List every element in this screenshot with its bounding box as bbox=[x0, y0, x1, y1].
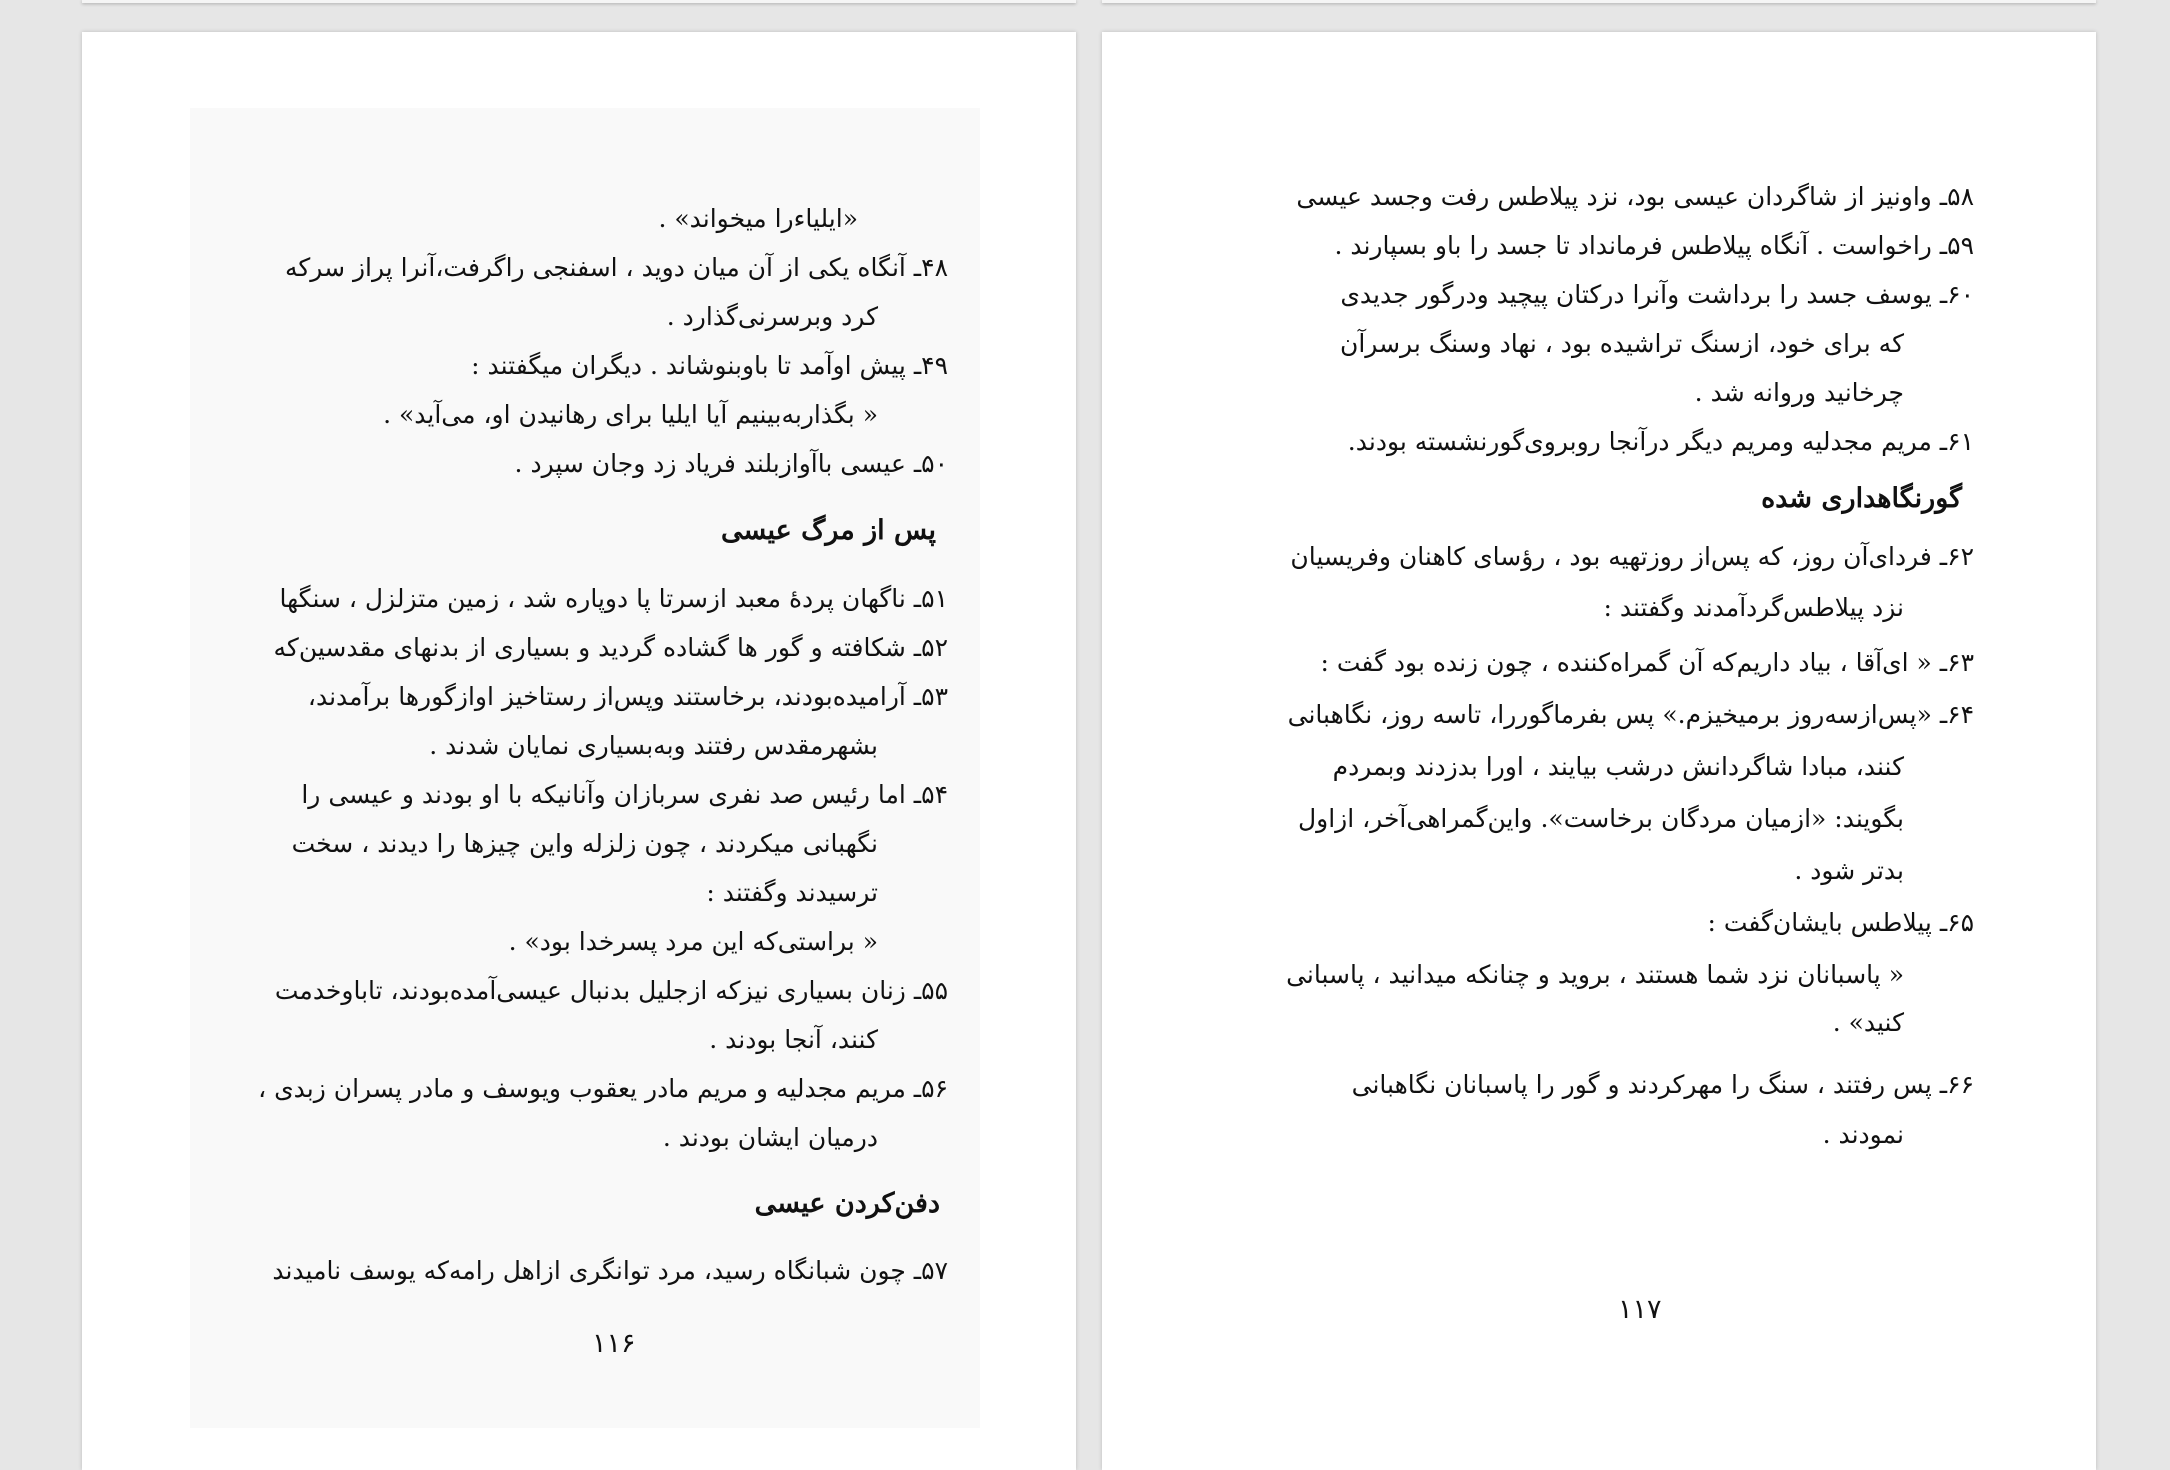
text-line: ۵۴ـ اما رئیس صد نفری سربازان وآنانیکه با او بودند و عیسی را bbox=[301, 780, 948, 809]
text-line: ۶۱ـ مریم مجدلیه ومریم دیگر درآنجا روبروی‌گورنشسته بودند. bbox=[1347, 427, 1974, 456]
text-line: ۴۹ـ پیش اوآمد تا باوبنوشاند . دیگران میگفتند : bbox=[471, 351, 948, 380]
text-line: ۶۲ـ فردای‌آن روز، که پس‌از روزتهیه بود ، رؤسای کاهنان وفریسیان bbox=[1290, 542, 1974, 571]
page-number: ۱۱۷ bbox=[1618, 1294, 1662, 1325]
text-line: ۵۱ـ ناگهان پردهٔ معبد ازسرتا پا دوپاره شد ، زمین متزلزل ، سنگها bbox=[279, 584, 948, 613]
text-line: ۶۰ـ یوسف جسد را برداشت وآنرا درکتان پیچید ودرگور جدیدی bbox=[1340, 280, 1974, 309]
text-line: ۵۰ـ عیسی باآوازبلند فریاد زد وجان سپرد . bbox=[514, 449, 948, 478]
text-line: ۶۳ـ « ای‌آقا ، بیاد داریم‌که آن گمراه‌کننده ، چون زنده بود گفت : bbox=[1320, 648, 1974, 677]
page-left[interactable] bbox=[82, 32, 1076, 1470]
page-right[interactable] bbox=[1102, 32, 2096, 1470]
right-page-text bbox=[1144, 172, 1974, 1272]
text-line: چرخانید وروانه شد . bbox=[1694, 378, 1904, 407]
previous-page-edge-left bbox=[82, 0, 1076, 3]
section-heading: دفن‌کردن عیسی bbox=[754, 1188, 940, 1219]
text-line: « بگذاربه‌بینیم آیا ایلیا برای رهانیدن او، می‌آید» . bbox=[383, 400, 878, 429]
text-line: ۵۲ـ شکافته و گور ها گشاده گردید و بسیاری از بدنهای مقدسین‌که bbox=[273, 633, 948, 662]
text-line: « پاسبانان نزد شما هستند ، بروید و چنانکه میدانید ، پاسبانی bbox=[1286, 960, 1904, 989]
left-page-text bbox=[118, 194, 948, 1394]
text-line: بشهرمقدس رفتند وبه‌بسیاری نمایان شدند . bbox=[429, 731, 878, 760]
text-line: ۶۴ـ «پس‌ازسه‌روز برمیخیزم.» پس بفرماگوررا، تاسه روز، نگاهبانی bbox=[1287, 700, 1974, 729]
text-line: «ایلیاءرا میخواند» . bbox=[658, 204, 858, 233]
text-line: ۴۸ـ آنگاه یکی از آن میان دوید ، اسفنجی راگرفت،آنرا پراز سرکه bbox=[284, 253, 948, 282]
page-number: ۱۱۶ bbox=[592, 1328, 636, 1359]
text-line: ۵۵ـ زنان بسیاری نیزکه ازجلیل بدنبال عیسی‌آمده‌بودند، تاباوخدمت bbox=[274, 976, 948, 1005]
text-line: کنید» . bbox=[1832, 1008, 1904, 1037]
text-line: ترسیدند وگفتند : bbox=[706, 878, 878, 907]
text-line: ۶۶ـ پس رفتند ، سنگ را مهرکردند و گور را پاسبانان نگاهبانی bbox=[1351, 1070, 1974, 1099]
text-line: ۶۵ـ پیلاطس بایشان‌گفت : bbox=[1707, 908, 1974, 937]
text-line: ۵۸ـ واونیز از شاگردان عیسی بود، نزد پیلاطس رفت وجسد عیسی bbox=[1296, 182, 1974, 211]
text-line: کرد وبرسرنی‌گذارد . bbox=[666, 302, 878, 331]
text-line: بگویند: «ازمیان مردگان برخاست». واین‌گمراهی‌آخر، ازاول bbox=[1297, 804, 1904, 833]
text-line: نمودند . bbox=[1822, 1120, 1904, 1149]
text-line: ۵۶ـ مریم مجدلیه و مریم مادر یعقوب ویوسف و مادر پسران زبدی ، bbox=[258, 1074, 948, 1103]
text-line: ۵۷ـ چون شبانگاه رسید، مرد توانگری ازاهل رامه‌که یوسف نامیدند bbox=[272, 1256, 948, 1285]
text-line: درمیان ایشان بودند . bbox=[662, 1123, 878, 1152]
text-line: ۵۹ـ راخواست . آنگاه پیلاطس فرمانداد تا جسد را باو بسپارند . bbox=[1334, 231, 1974, 260]
text-line: کنند، مبادا شاگردانش درشب بیایند ، اورا بدزدند وبمردم bbox=[1332, 752, 1904, 781]
text-line: نزد پیلاطس‌گردآمدند وگفتند : bbox=[1603, 593, 1904, 622]
text-line: نگهبانی میکردند ، چون زلزله واین چیزها را دیدند ، سخت bbox=[291, 829, 878, 858]
section-heading: گورنگاهداری شده bbox=[1761, 483, 1962, 514]
previous-page-edge-right bbox=[1102, 0, 2096, 3]
text-line: کنند، آنجا بودند . bbox=[709, 1025, 878, 1054]
section-heading: پس از مرگ عیسی bbox=[720, 515, 936, 546]
text-line: ۵۳ـ آرامیده‌بودند، برخاستند وپس‌از رستاخیز اوازگورها برآمدند، bbox=[307, 682, 948, 711]
text-line: که برای خود، ازسنگ تراشیده بود ، نهاد وسنگ برسرآن bbox=[1339, 329, 1904, 358]
text-line: « براستی‌که این مرد پسرخدا بود» . bbox=[508, 927, 878, 956]
text-line: بدتر شود . bbox=[1794, 856, 1904, 885]
